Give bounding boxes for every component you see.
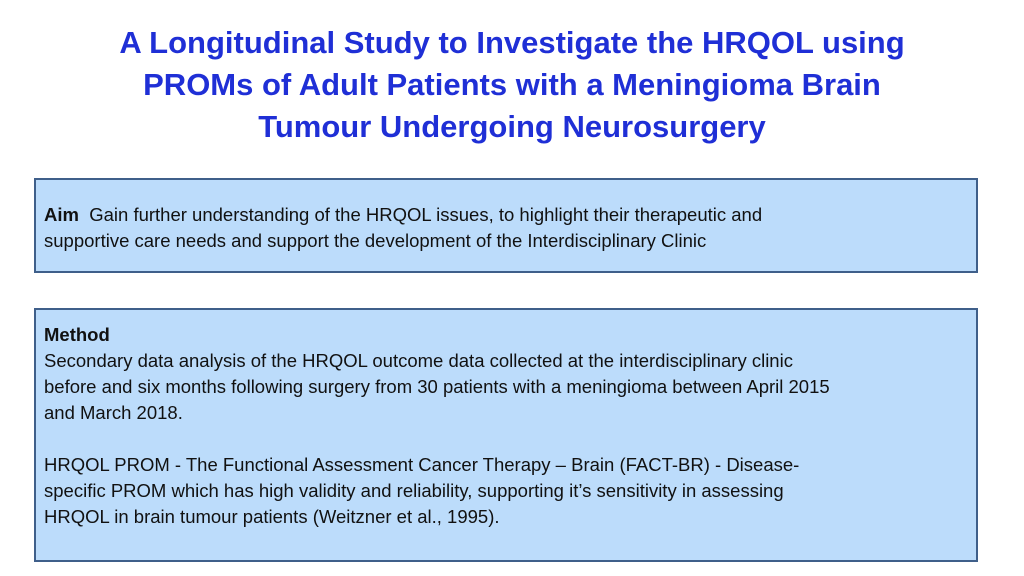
slide-title xyxy=(40,22,984,148)
method-box xyxy=(34,308,978,562)
paragraph-gap xyxy=(44,426,968,452)
method-p2-line-2: specific PROM which has high validity and reliability, supporting it’s sensitivity in assessing xyxy=(44,480,784,501)
aim-line-1 xyxy=(44,202,968,228)
method-p2-line-1: HRQOL PROM - The Functional Assessment Cancer Therapy – Brain (FACT-BR) - Disease- xyxy=(44,454,800,475)
method-label: Method xyxy=(44,324,110,345)
title-line-2: PROMs of Adult Patients with a Meningioma Brain xyxy=(143,67,881,102)
aim-text-1: Gain further understanding of the HRQOL issues, to highlight their therapeutic and xyxy=(89,204,763,225)
title-line-3: Tumour Undergoing Neurosurgery xyxy=(258,109,766,144)
method-p1-line-3: and March 2018. xyxy=(44,402,183,423)
aim-label: Aim xyxy=(44,204,79,225)
aim-box xyxy=(34,178,978,273)
method-p2-line-3: HRQOL in brain tumour patients (Weitzner et al., 1995). xyxy=(44,506,500,527)
aim-text-2: supportive care needs and support the development of the Interdisciplinary Clinic xyxy=(44,230,707,251)
method-p1-line-1: Secondary data analysis of the HRQOL outcome data collected at the interdisciplinary clinic xyxy=(44,350,793,371)
title-line-1: A Longitudinal Study to Investigate the HRQOL using xyxy=(119,25,905,60)
method-p1-line-2: before and six months following surgery from 30 patients with a meningioma between April 2015 xyxy=(44,376,830,397)
